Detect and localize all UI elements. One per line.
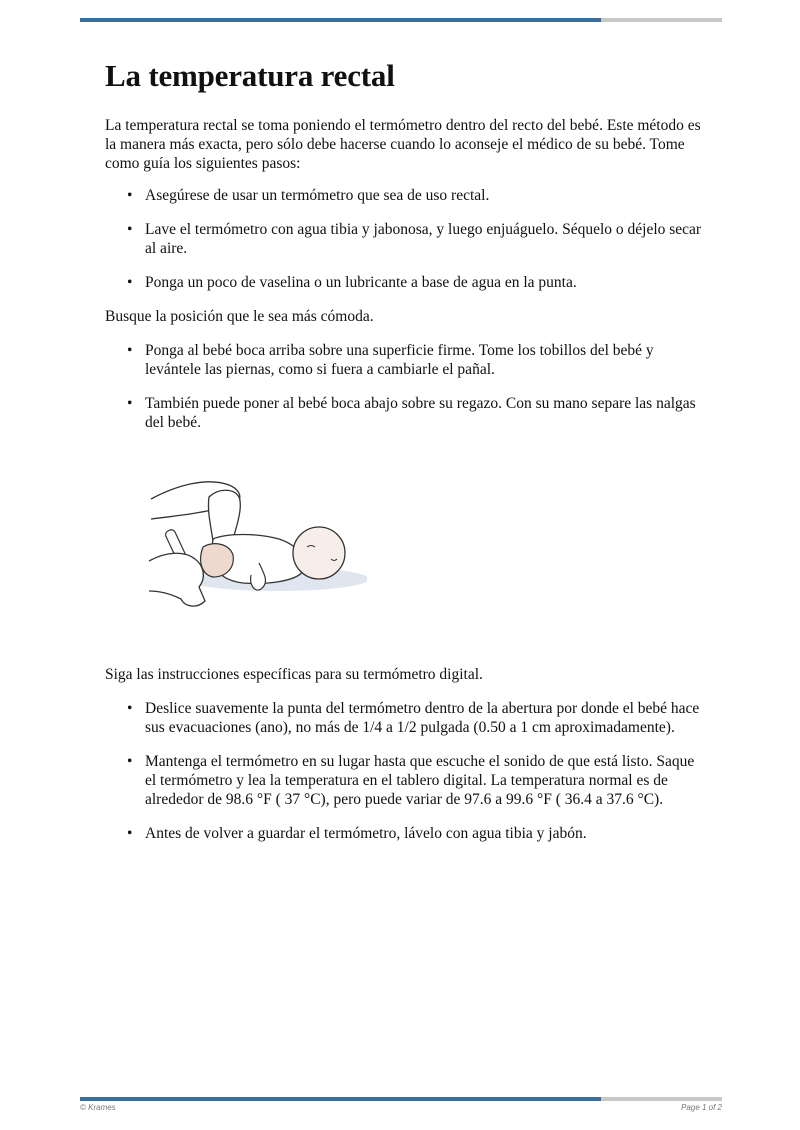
list-item <box>127 699 705 737</box>
bullet-icon: • <box>127 221 133 238</box>
list-item <box>127 186 705 205</box>
page-title: La temperatura rectal <box>105 58 395 93</box>
list-item-text: Deslice suavemente la punta del termómetro dentro de la abertura por donde el bebé hace sus evacuaciones (ano), no más de 1/4 a 1/2 pulgada (0.50 a 1 cm aproximadamente). <box>145 700 700 736</box>
digital-paragraph: Siga las instrucciones específicas para su termómetro digital. <box>105 666 483 683</box>
list-item <box>127 824 705 843</box>
list-item-text: También puede poner al bebé boca abajo sobre su regazo. Con su mano separe las nalgas del bebé. <box>145 395 696 431</box>
copyright-text: © Krames <box>80 1103 116 1112</box>
list-item <box>127 394 705 432</box>
list-item <box>127 341 705 379</box>
illustration-svg <box>147 467 367 617</box>
adult-lower-hand <box>149 553 205 606</box>
list-item-text: Mantenga el termómetro en su lugar hasta que escuche el sonido de que está listo. Saque el termómetro y lea la temperatura en el tablero digital. La temperatura normal es de alrededor de 98.6 °F ( 37 °C), pero puede variar de 97.6 a 99.6 °F ( 36.4 a 37.6 °C). <box>145 753 695 808</box>
list-item-text: Lave el termómetro con agua tibia y jabonosa, y luego enjuáguelo. Séquelo o déjelo secar al aire. <box>145 221 702 257</box>
list-item-text: Antes de volver a guardar el termómetro, lávelo con agua tibia y jabón. <box>145 825 587 842</box>
baby-legs <box>208 490 240 541</box>
list-item <box>127 220 705 258</box>
position-paragraph: Busque la posición que le sea más cómoda. <box>105 308 374 325</box>
baby-thermometer-illustration <box>147 467 367 617</box>
list-item-text: Ponga un poco de vaselina o un lubricante a base de agua en la punta. <box>145 274 577 291</box>
preparation-steps-list <box>105 186 705 292</box>
bullet-icon: • <box>127 700 133 717</box>
bullet-icon: • <box>127 395 133 412</box>
list-item-text: Ponga al bebé boca arriba sobre una superficie firme. Tome los tobillos del bebé y levántele las piernas, como si fuera a cambiarle el pañal. <box>145 342 654 378</box>
bottom-progress-bar <box>80 1097 722 1101</box>
bullet-icon: • <box>127 753 133 770</box>
page-number: Page 1 of 2 <box>681 1103 722 1112</box>
baby-head <box>293 527 345 579</box>
bullet-icon: • <box>127 825 133 842</box>
bullet-icon: • <box>127 342 133 359</box>
bullet-icon: • <box>127 187 133 204</box>
list-item-text: Asegúrese de usar un termómetro que sea de uso rectal. <box>145 187 490 204</box>
intro-paragraph: La temperatura rectal se toma poniendo el termómetro dentro del recto del bebé. Este método es la manera más exacta, pero sólo debe hacerse cuando lo aconseje el médico de su bebé. Tome como guía los siguientes pasos: <box>105 117 701 172</box>
bottom-progress-fill <box>80 1097 601 1101</box>
top-progress-fill <box>80 18 601 22</box>
list-item <box>127 752 705 809</box>
top-progress-bar <box>80 18 722 22</box>
bullet-icon: • <box>127 274 133 291</box>
list-item <box>127 273 705 292</box>
document-body <box>105 58 705 858</box>
digital-steps-list <box>105 699 705 843</box>
position-steps-list <box>105 341 705 432</box>
